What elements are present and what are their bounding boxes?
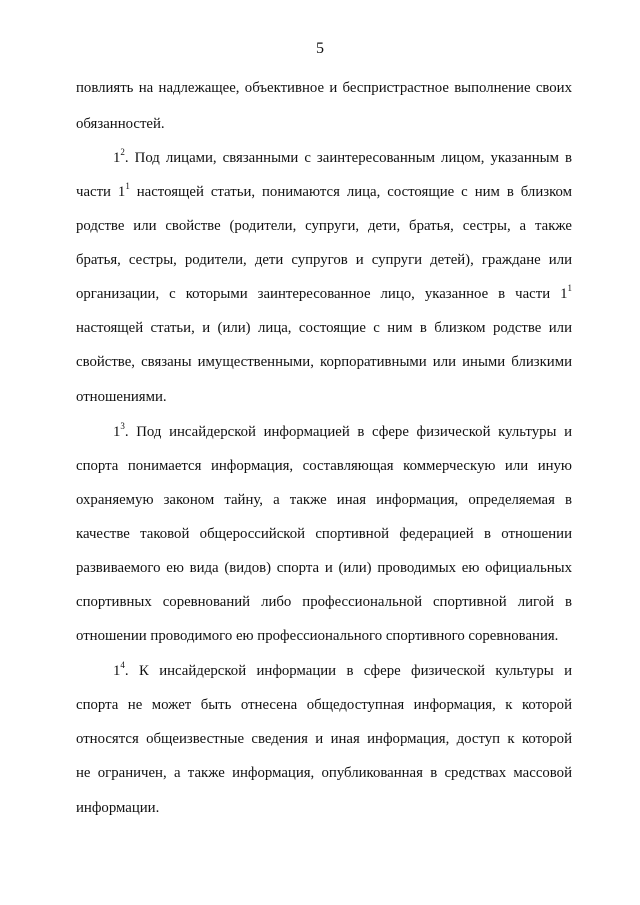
text-fragment: . К инсайдерской информации в сфере физической культуры и [124,663,572,679]
text-line: охраняемую законом тайну, а также иная информация, определяемая в [76,492,572,508]
text-line [76,285,572,303]
text-line: свойстве, связаны имущественными, корпоративными или иными близкими [76,354,572,370]
paragraph-heading-line [113,662,572,680]
clause-superscript: 2 [120,147,125,158]
text-line: повлиять на надлежащее, объективное и беспристрастное выполнение своих [76,80,572,96]
reference-superscript: 1 [567,283,572,294]
clause-number: 1 [113,663,121,679]
reference-superscript: 1 [125,181,130,192]
text-line: спортивных соревнований либо профессиональной спортивной лигой в [76,594,572,610]
clause-superscript: 4 [120,660,125,671]
text-fragment: части 1 [76,184,126,200]
clause-number: 1 [113,424,121,440]
paragraph-heading-line [113,423,572,441]
text-line [76,183,572,201]
page-number: 5 [316,40,324,57]
text-line: спорта не может быть отнесена общедоступная информация, к которой [76,697,572,713]
text-line: настоящей статьи, и (или) лица, состоящие с ним в близком родстве или [76,320,572,336]
text-line: братья, сестры, родители, дети супругов и супруги детей), граждане или [76,252,572,268]
paragraph-heading-line [113,149,572,167]
text-line: родстве или свойстве (родители, супруги, дети, братья, сестры, а также [76,218,572,234]
clause-number: 1 [113,150,121,166]
clause-superscript: 3 [120,421,125,432]
text-fragment: . Под лицами, связанными с заинтересованным лицом, указанным в [124,150,572,166]
text-line: относятся общеизвестные сведения и иная информация, доступ к которой [76,731,572,747]
text-fragment: организации, с которыми заинтересованное лицо, указанное в части 1 [76,286,568,302]
text-fragment: . Под инсайдерской информацией в сфере физической культуры и [124,424,572,440]
text-line: не ограничен, а также информация, опубликованная в средствах массовой [76,765,572,781]
text-line: обязанностей. [76,116,165,132]
text-line: информации. [76,800,160,816]
text-line: спорта понимается информация, составляющая коммерческую или иную [76,458,572,474]
text-line: отношении проводимого ею профессионального спортивного соревнования. [76,628,559,644]
text-line: качестве таковой общероссийской спортивной федерацией в отношении [76,526,572,542]
text-fragment: настоящей статьи, понимаются лица, состоящие с ним в близком [129,184,572,200]
text-line: отношениями. [76,389,167,405]
text-line: развиваемого ею вида (видов) спорта и (или) проводимых ею официальных [76,560,572,576]
